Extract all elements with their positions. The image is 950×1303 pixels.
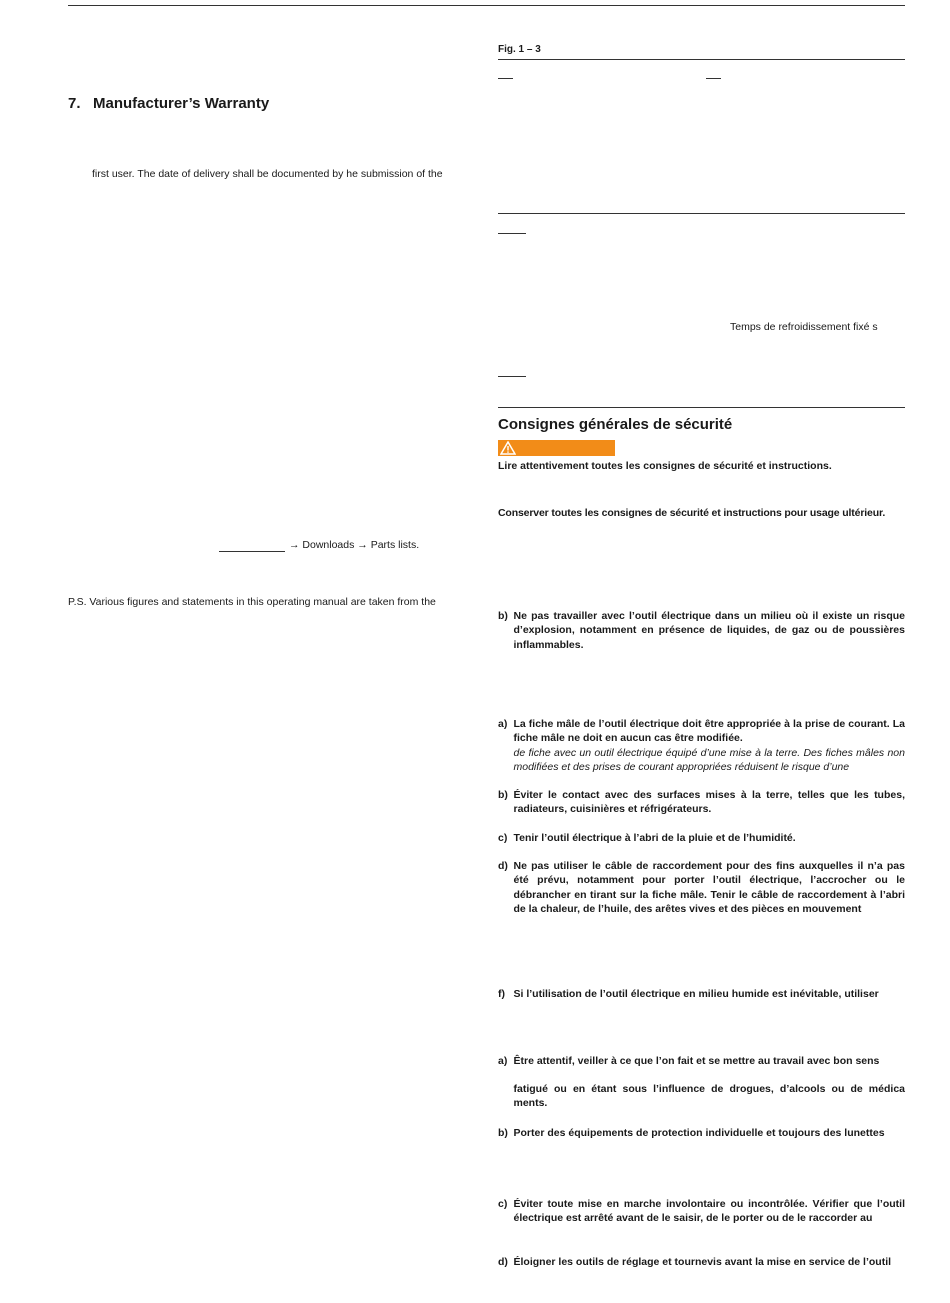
electrical-item-b — [498, 788, 905, 817]
item-label: a) — [498, 1055, 508, 1067]
figure-rule — [498, 59, 905, 60]
keep-instructions: Conserver toutes les consignes de sécurité et instructions pour usage ultérieur. — [498, 507, 886, 519]
safety-title: Consignes générales de sécurité — [498, 416, 733, 433]
downloads-text: → Downloads → Parts lists. — [289, 539, 420, 551]
top-rule — [68, 5, 905, 6]
item-label: d) — [498, 860, 508, 872]
item-text: Éviter toute mise en marche involontaire ou incontrôlée. Vérifier que l’outil électrique est arrêté avant de le saisir, de le porter ou de le raccorder au — [513, 1198, 905, 1225]
item-text: Éloigner les outils de réglage et tournevis avant la mise en service de l’outil — [513, 1256, 892, 1268]
item-label: b) — [498, 789, 508, 801]
electrical-item-d — [498, 859, 905, 916]
warning-triangle-icon — [500, 441, 516, 455]
item-text: Ne pas utiliser le câble de raccordement pour des fins auxquelles il n’a pas été prévu, notamment pour porter l’outil électrique, l’accrocher ou le débrancher en tirant sur la fiche mâle. Tenir le câble de raccordement à l’abri de la chaleur, de l’huile, des arêtes vives et des pièces en mouvement — [513, 860, 905, 915]
figure-bottom-rule — [498, 213, 905, 214]
item-label: b) — [498, 1127, 508, 1139]
item-text-continued: fatigué ou en étant sous l’influence de drogues, d’alcools ou de médica ments. — [513, 1083, 905, 1110]
item-label: c) — [498, 832, 508, 844]
figure-label: Fig. 1 – 3 — [498, 44, 541, 55]
item-note: de fiche avec un outil électrique équipé d’une mise à la terre. Des fiches mâles non modifiées et des prises de courant appropriées réduisent le risque d’une — [513, 746, 905, 773]
item-text: Si l’utilisation de l’outil électrique en milieu humide est inévitable, utiliser — [513, 988, 879, 1000]
section-heading — [68, 95, 269, 112]
item-label: a) — [498, 718, 508, 730]
item-text: Éviter le contact avec des surfaces mises à la terre, telles que les tubes, radiateurs, cuisinières et réfrigérateurs. — [513, 789, 905, 816]
item-text: La fiche mâle de l’outil électrique doit être appropriée à la prise de courant. La fiche mâle ne doit en aucun cas être modifiée. — [513, 718, 905, 745]
table-mark-2 — [498, 376, 526, 377]
safety-rule — [498, 407, 905, 408]
electrical-item-c — [498, 831, 905, 845]
delivery-text: first user. The date of delivery shall be documented by he submission of the — [92, 168, 443, 180]
item-text: Être attentif, veiller à ce que l’on fait et se mettre au travail avec bon sens — [513, 1055, 880, 1067]
section-number: 7. — [68, 95, 81, 112]
personal-item-d — [498, 1255, 905, 1269]
table-mark-1 — [498, 233, 526, 234]
item-text: Porter des équipements de protection individuelle et toujours des lunettes — [513, 1127, 885, 1139]
personal-item-a-cont — [498, 1082, 905, 1111]
warning-banner — [498, 440, 615, 456]
item-label: b) — [498, 610, 508, 622]
cooling-text: Temps de refroidissement fixé s — [730, 321, 878, 333]
ps-text: P.S. Various figures and statements in this operating manual are taken from the — [68, 596, 436, 608]
personal-item-a — [498, 1054, 905, 1068]
item-label: c) — [498, 1198, 508, 1210]
item-text: Ne pas travailler avec l’outil électrique dans un milieu où il existe un risque d’explosion, notamment en présence de liquides, de gaz ou de poussières inflammables. — [513, 610, 905, 651]
figure-mark-2 — [706, 78, 721, 79]
item-label: d) — [498, 1256, 508, 1268]
work-area-item-b — [498, 609, 905, 652]
section-title: Manufacturer’s Warranty — [93, 95, 270, 112]
electrical-item-a — [498, 717, 905, 774]
item-label: f) — [498, 988, 505, 1000]
link-underline — [219, 551, 285, 552]
read-instructions: Lire attentivement toutes les consignes de sécurité et instructions. — [498, 460, 832, 472]
figure-mark-1 — [498, 78, 513, 79]
personal-item-b — [498, 1126, 905, 1140]
electrical-item-f — [498, 987, 905, 1001]
personal-item-c — [498, 1197, 905, 1226]
item-text: Tenir l’outil électrique à l’abri de la pluie et de l’humidité. — [513, 832, 796, 844]
